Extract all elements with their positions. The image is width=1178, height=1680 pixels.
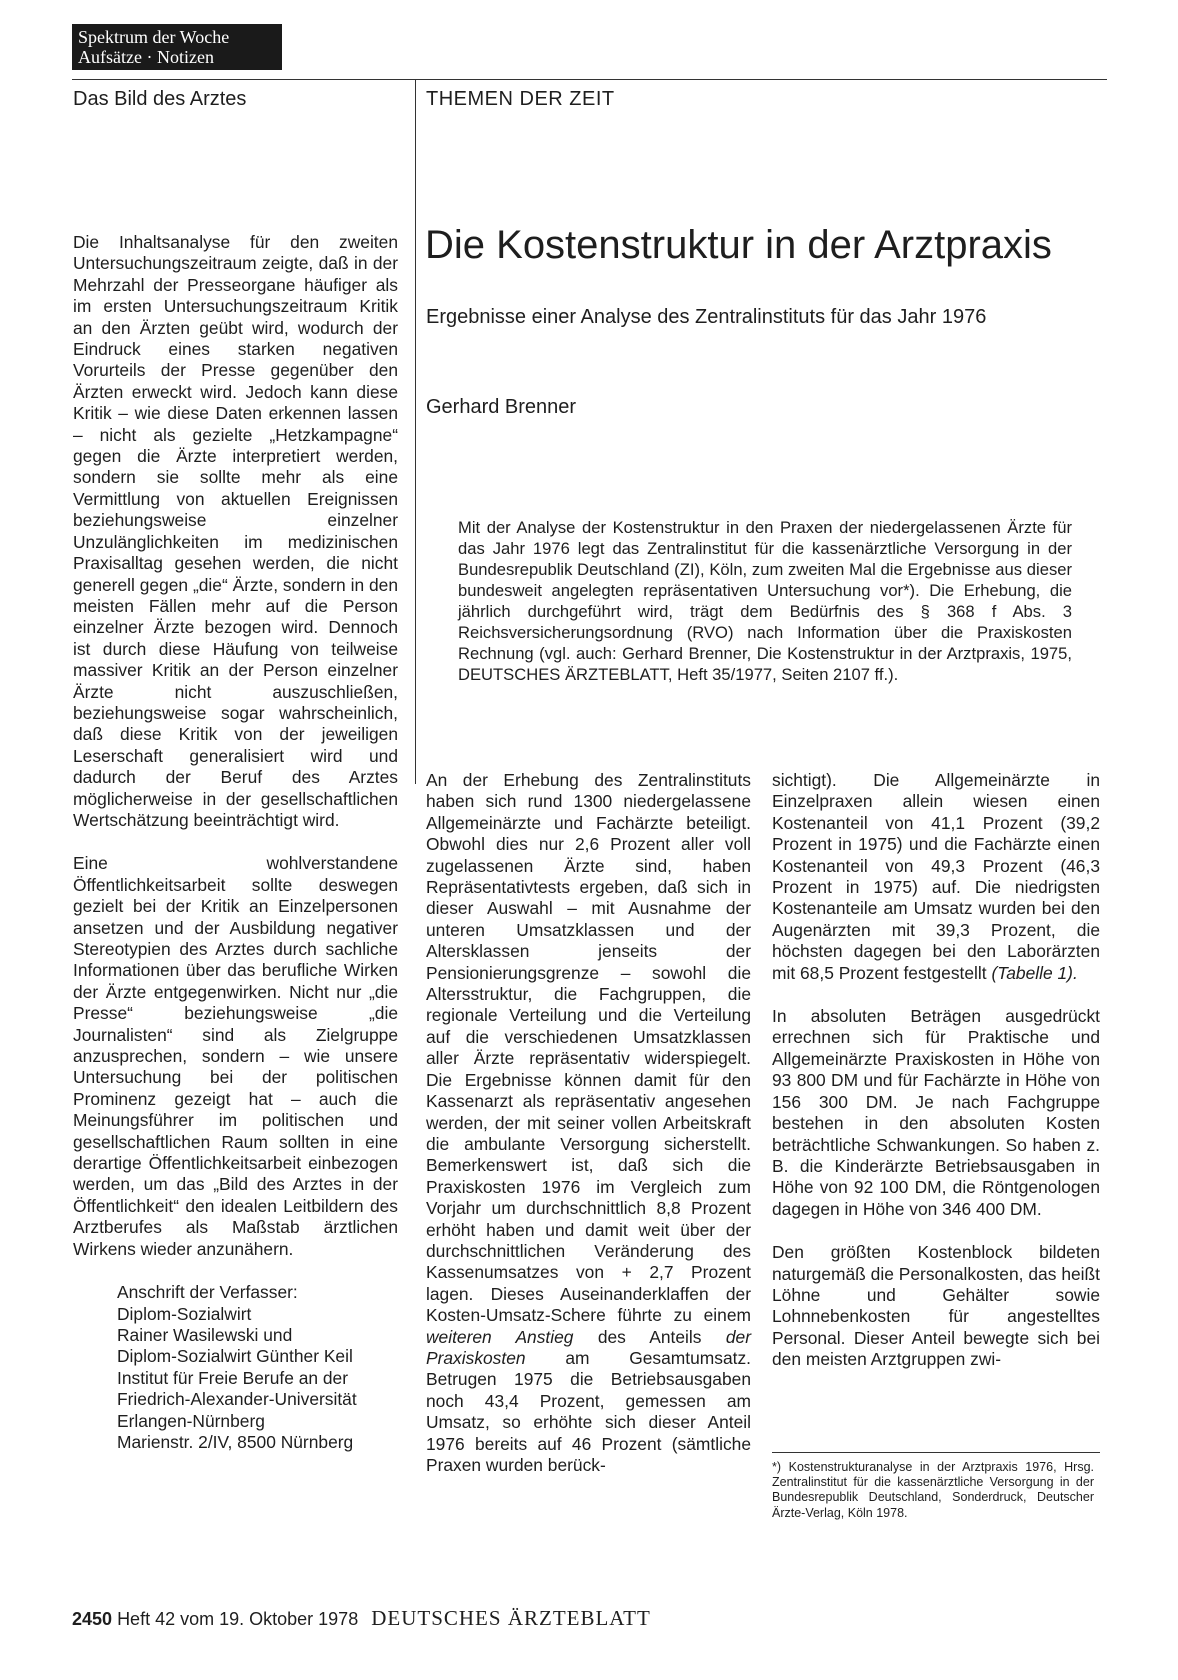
address-line: Erlangen-Nürnberg [117, 1410, 265, 1431]
left-section-label: Das Bild des Arztes [73, 88, 247, 110]
author-address [73, 1282, 398, 1453]
article-column-1 [426, 770, 751, 1476]
article-author: Gerhard Brenner [426, 396, 577, 418]
left-column [73, 232, 398, 1453]
table-reference: (Tabelle 1). [991, 962, 1078, 983]
article-paragraph [426, 770, 751, 1476]
page-number: 2450 [72, 1609, 113, 1629]
address-line: Institut für Freie Berufe an der [117, 1367, 349, 1388]
issue-info: Heft 42 vom 19. Oktober 1978 [117, 1609, 359, 1629]
masthead-line-2: Aufsätze · Notizen [78, 47, 214, 67]
header-rule [72, 79, 1107, 80]
address-line: Anschrift der Verfasser: [117, 1282, 298, 1303]
right-section-label: THEMEN DER ZEIT [426, 88, 615, 110]
address-line: Marienstr. 2/IV, 8500 Nürnberg [117, 1431, 354, 1452]
emphasis: weiteren Anstieg [426, 1326, 574, 1347]
article-paragraph [772, 770, 1100, 984]
text-run: sichtigt). Die Allgemeinärzte in Einzelpraxen allein wiesen einen Kostenanteil von 41,1 Prozent (39,2 Prozent in 1975) und die Fachärzte einen Kostenanteil von 49,3 Prozent (46,3 Prozent in 1975) auf. Die niedrigsten Kostenanteile am Umsatz wurden bei den Augenärzten mit 39,3 Prozent, die höchsten dagegen bei den Laborärzten mit 68,5 Prozent festgestellt [772, 770, 1100, 983]
column-divider [415, 79, 416, 784]
article-subtitle: Ergebnisse einer Analyse des Zentralinstituts für das Jahr 1976 [426, 306, 987, 328]
emphasis: der Praxiskosten [426, 1326, 751, 1368]
left-paragraph-1: Die Inhaltsanalyse für den zweiten Untersuchungszeitraum zeigte, daß in der Mehrzahl der Presseorgane häufiger als im ersten Untersuchungszeitraum Kritik an den Ärzten geübt wird, wodurch der Eindruck eines starken negativen Vorurteils der Presse gegenüber den Ärzten erweckt wird. Jedoch kann diese Kritik – wie diese Daten erkennen lassen – nicht als gezielte „Hetzkampagne“ gegen die Ärzte interpretiert werden, sondern sie sollte mehr als eine Vermittlung von aktuellen Ereignissen beziehungsweise einzelner Unzulänglichkeiten im medizinischen Praxisalltag gesehen werden, die nicht generell gegen „die“ Ärzte, sondern in den meisten Fällen mehr auf die Person einzelner Ärzte bezogen wird. Dennoch ist durch diese Häufung von teilweise massiver Kritik an der Person einzelner Ärzte nicht auszuschließen, beziehungsweise sogar wahrscheinlich, daß diese Kritik von der jeweiligen Leserschaft generalisiert wird und dadurch der Beruf des Arztes möglicherweise in der gesellschaftlichen Wertschätzung beeinträchtigt wird. [73, 232, 398, 830]
text-run: am Gesamtumsatz. Betrugen 1975 die Betriebsausgaben noch 43,4 Prozent, gemessen am Umsatz, so erhöhte sich dieser Anteil 1976 bereits auf 46 Prozent (sämtliche Praxen wurden berück- [426, 1347, 751, 1475]
address-line: Diplom-Sozialwirt Günther Keil [117, 1346, 353, 1367]
address-line: Rainer Wasilewski und [117, 1324, 293, 1345]
masthead-logo [72, 24, 282, 70]
article-title: Die Kostenstruktur in der Arztpraxis [425, 223, 1052, 267]
address-line: Diplom-Sozialwirt [117, 1303, 252, 1324]
article-paragraph: In absoluten Beträgen ausgedrückt errechnen sich für Praktische und Allgemeinärzte Praxiskosten in Höhe von 93 800 DM und für Fachärzte in Höhe von 156 300 DM. Je nach Fachgruppe bestehen in den absoluten Kosten beträchtliche Schwankungen. So haben z. B. die Kinderärzte Betriebsausgaben in Höhe von 92 100 DM, die Röntgenologen dagegen in Höhe von 346 400 DM. [772, 1006, 1100, 1219]
footnote-rule [772, 1452, 1100, 1453]
address-line: Friedrich-Alexander-Universität [117, 1389, 357, 1410]
masthead-line-1: Spektrum der Woche [78, 27, 230, 47]
article-intro: Mit der Analyse der Kostenstruktur in den Praxen der niedergelassenen Ärzte für das Jahr 1976 legt das Zentralinstitut für die kassenärztliche Versorgung in der Bundesrepublik Deutschland (ZI), Köln, zum zweiten Mal die Ergebnisse aus dieser bundesweit angelegten repräsentativen Untersuchung vor*). Die Erhebung, die jährlich durchgeführt wird, trägt dem Bedürfnis des § 368 f Abs. 3 Reichsversicherungsordnung (RVO) nach Information über die Praxiskosten Rechnung (vgl. auch: Gerhard Brenner, Die Kostenstruktur in der Arztpraxis, 1975, DEUTSCHES ÄRZTEBLATT, Heft 35/1977, Seiten 2107 ff.). [458, 518, 1072, 684]
article-paragraph: Den größten Kostenblock bildeten naturgemäß die Personalkosten, das heißt Löhne und Gehälter sowie Lohnnebenkosten für angestelltes Personal. Dieser Anteil bewegte sich bei den meisten Arztgruppen zwi- [772, 1242, 1100, 1370]
text-run: An der Erhebung des Zentralinstituts haben sich rund 1300 niedergelassene Allgemeinärzte und Fachärzte beteiligt. Obwohl dies nur 2,6 Prozent aller voll zugelassenen Ärzte sind, haben Repräsentativtests ergeben, daß sich in dieser Auswahl – mit Ausnahme der unteren Umsatzklassen und der Altersklassen jenseits der Pensionierungsgrenze – sowohl die Altersstruktur, die Fachgruppen, die regionale Verteilung und die Verteilung auf die verschiedenen Umsatzklassen aller Ärzte repräsentativ widerspiegelt. Die Ergebnisse können damit für den Kassenarzt als repräsentativ angesehen werden, der mit seiner vollen Arbeitskraft die ambulante Versorgung sicherstellt. Bemerkenswert ist, daß sich die Praxiskosten 1976 im Vergleich zum Vorjahr um durchschnittlich 8,8 Prozent erhöht haben und damit weit über der durchschnittlichen Veränderung des Kassenumsatzes von + 2,7 Prozent lagen. Dieses Auseinanderklaffen der Kosten-Umsatz-Schere führte zu einem [426, 770, 751, 1326]
text-run: des Anteils [597, 1326, 702, 1347]
footnote: *) Kostenstrukturanalyse in der Arztpraxis 1976, Hrsg. Zentralinstitut für die kassenärztliche Versorgung in der Bundesrepublik Deutschland, Sonderdruck, Deutscher Ärzte-Verlag, Köln 1978. [772, 1460, 1094, 1520]
page-footer [72, 1606, 651, 1631]
article-column-2 [772, 770, 1100, 1371]
journal-name: DEUTSCHES ÄRZTEBLATT [371, 1606, 651, 1630]
left-paragraph-2: Eine wohlverstandene Öffentlichkeitsarbeit sollte deswegen gezielt bei der Kritik an Einzelpersonen ansetzen und der Ausbildung negativer Stereotypien des Arztes durch sachliche Informationen über das berufliche Wirken der Ärzte entgegenwirken. Nicht nur „die Presse“ beziehungsweise „die Journalisten“ sind als Zielgruppe anzusprechen, sondern – wie unsere Untersuchung bei der politischen Prominenz gezeigt hat – auch die Meinungsführer im politischen und gesellschaftlichen Raum sollten in eine derartige Öffentlichkeitsarbeit einbezogen werden, um das „Bild des Arztes in der Öffentlichkeit“ den idealen Leitbildern des Arztberufes als Maßstab ärztlichen Wirkens wieder anzunähern. [73, 853, 398, 1259]
